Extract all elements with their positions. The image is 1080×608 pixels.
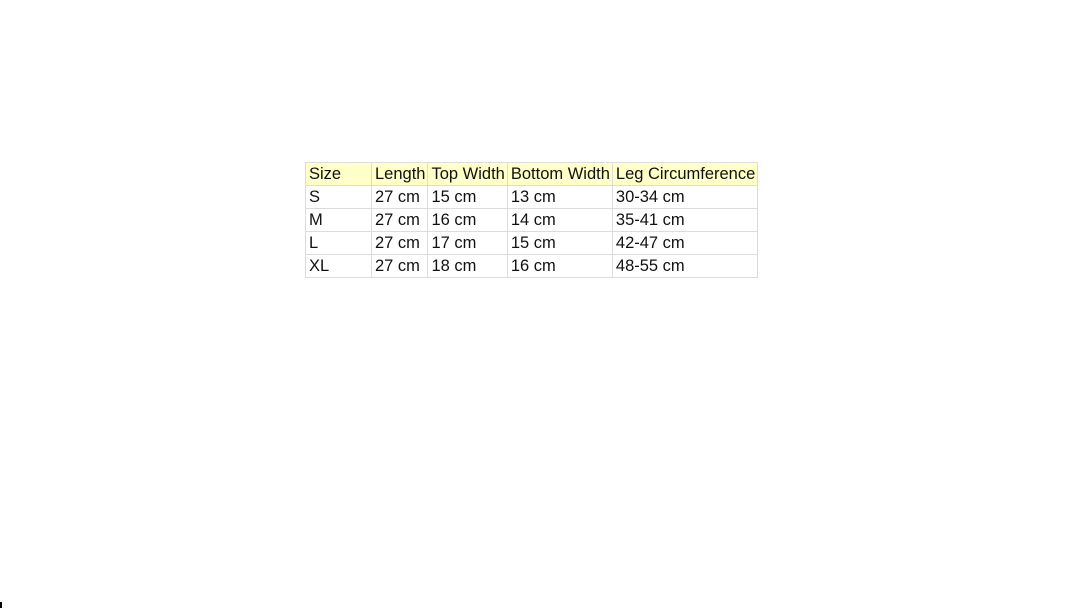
cell-length: 27 cm xyxy=(372,209,428,232)
cell-bottom-width: 15 cm xyxy=(507,232,612,255)
size-chart-table xyxy=(305,162,758,278)
table-header-row xyxy=(306,163,758,186)
cell-bottom-width: 14 cm xyxy=(507,209,612,232)
table-row xyxy=(306,255,758,278)
cell-length: 27 cm xyxy=(372,232,428,255)
cell-top-width: 15 cm xyxy=(428,186,507,209)
cell-bottom-width: 13 cm xyxy=(507,186,612,209)
cell-leg-circumference: 42-47 cm xyxy=(612,232,757,255)
cell-top-width: 17 cm xyxy=(428,232,507,255)
header-leg-circumference: Leg Circumference xyxy=(612,163,757,186)
cell-leg-circumference: 30-34 cm xyxy=(612,186,757,209)
header-top-width: Top Width xyxy=(428,163,507,186)
cell-leg-circumference: 35-41 cm xyxy=(612,209,757,232)
header-bottom-width: Bottom Width xyxy=(507,163,612,186)
header-size: Size xyxy=(306,163,372,186)
cell-length: 27 cm xyxy=(372,186,428,209)
table-row xyxy=(306,186,758,209)
table-row xyxy=(306,232,758,255)
cell-top-width: 16 cm xyxy=(428,209,507,232)
cell-size: XL xyxy=(306,255,372,278)
cell-leg-circumference: 48-55 cm xyxy=(612,255,757,278)
edge-mark xyxy=(0,602,2,608)
cell-size: S xyxy=(306,186,372,209)
cell-bottom-width: 16 cm xyxy=(507,255,612,278)
cell-length: 27 cm xyxy=(372,255,428,278)
header-length: Length xyxy=(372,163,428,186)
cell-size: M xyxy=(306,209,372,232)
table-row xyxy=(306,209,758,232)
cell-size: L xyxy=(306,232,372,255)
cell-top-width: 18 cm xyxy=(428,255,507,278)
